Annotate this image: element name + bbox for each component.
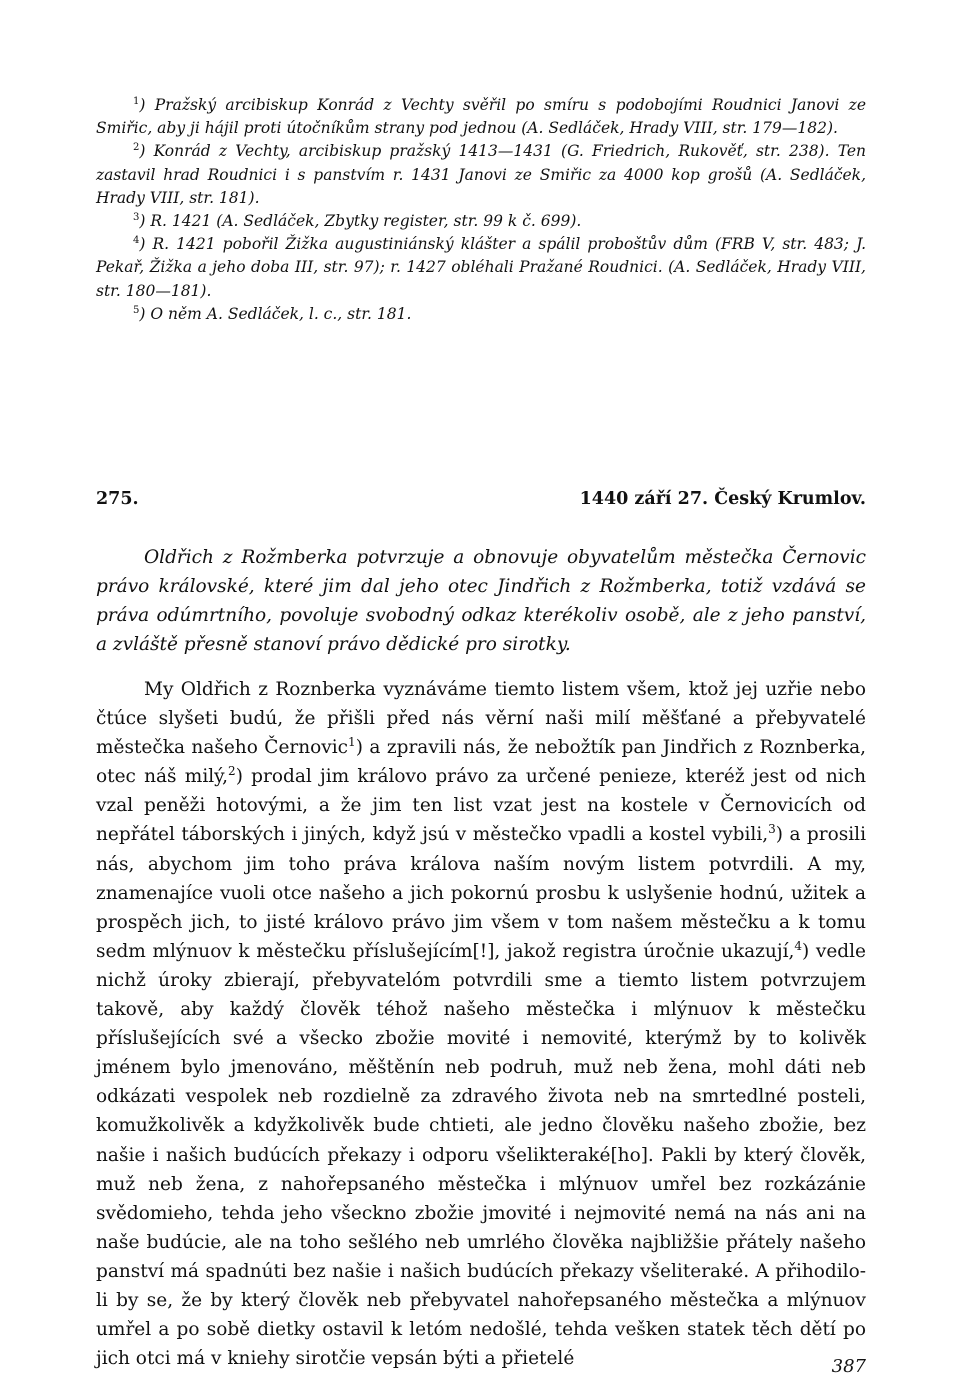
footnote-text: Konrád z Vechty, arcibiskup pražský 1413—1431 (G. Friedrich, Rukověť, str. 238). Ten zastavil hrad Roudnici i s panstvím r. 1431 Janovi ze Smiřic za 4000 kop grošů (A. Sedláček, Hrady VIII, str. 181). xyxy=(96,142,866,207)
regest xyxy=(96,543,866,659)
body-text: ) a zpravili nás, že nebožtík pan Jindřich z Roznberka, otec náš milý, xyxy=(96,737,866,788)
document-heading xyxy=(96,489,866,513)
regest-text: Oldřich z Rožmberka potvrzuje a obnovuje obyvatelům městečka Černovic právo královské, které jim dal jeho otec Jindřich z Rožmberka, totiž vzdává se práva odúmrtního, povoluje svobodný odkaz kterékoliv osobě, ale z jeho panství, a zvláště přesně stanoví právo dědické pro sirotky. xyxy=(96,547,866,655)
footnote-ref: 4 xyxy=(794,938,803,953)
footnote-text: Pražský arcibiskup Konrád z Vechty svěřil po smíru s podobojími Roudnici Janovi ze Smiřic, aby ji hájil proti útočníkům strany pod jednou (A. Sedláček, Hrady VIII, str. 179—182). xyxy=(96,96,866,138)
footnote: $^3$) R. 1421 (A. Sedláček, Zbytky register, str. 99 k č. 699). xyxy=(133,211,582,231)
body-text: ) prodal jim královo právo za určené penieze, kteréž jest od nich vzal peněži hotovými, a že jim ten list vzat jest na kostele v Černovicích od nepřátel táborských i jiných, když jsú v městečko vpadli a kostel vybili, xyxy=(96,766,866,846)
body-text: My Oldřich z Roznberka vyznáváme tiemto listem všem, ktož jej uzřie nebo čtúce slyšeti budú, že přišli před nás věrní naši milí měšťané a přebyvatelé městečka našeho Černovic xyxy=(96,679,866,759)
footnote-text: R. 1421 (A. Sedláček, Zbytky register, str. 99 k č. 699). xyxy=(150,212,582,231)
footnote: $^2$) Konrád z Vechty, arcibiskup pražský 1413—1431 (G. Friedrich, Rukověť, str. 238). Ten zastavil hrad Roudnici i s panstvím r. 1431 Janovi ze Smiřic za 4000 kop grošů (A. Sedláček, Hrady VIII, str. 181). xyxy=(96,142,866,207)
footnote-mark: 3 xyxy=(133,211,140,223)
footnote-mark: 5 xyxy=(133,304,140,316)
footnote-text: R. 1421 pobořil Žižka augustiniánský klášter a spálil proboštův dům (FRB V, str. 483; J. Pekař, Žižka a jeho doba III, str. 97); r. 1427 obléhali Pražané Roudnici. (A. Sedláček, Hrady VIII, str. 180—181). xyxy=(96,235,867,300)
footnote-text: O něm A. Sedláček, l. c., str. 181. xyxy=(150,304,412,323)
footnote-mark: 1 xyxy=(133,95,140,107)
document-number: 275. xyxy=(96,489,139,509)
body-paragraph xyxy=(96,675,866,1373)
page xyxy=(96,94,867,1377)
page-number: 387 xyxy=(831,1356,866,1377)
footnote-ref: 1 xyxy=(348,735,356,750)
body-text: ) vedle nichž úroky zbierají, přebyvatelóm potvrdili sme a tiemto listem potvrzujem takově, aby každý člověk téhož našeho městečka i mlýnuov k městečku příslušejících své a všecko zbožie movité i nemovité, kterýmž by to kolivěk jménem bylo jmenováno, měštěnín neb podruh, muž neb žena, mohl dáti neb odkázati vespolek neb rozdielně za zdravého života neb na smrtedlné posteli, komužkolivěk a kdyžkolivěk bude chtieti, ale jedno člověku našeho zbožie, bez našie i našich budúcích překazy i odporu všelikteraké[ho]. Pakli by který člověk, muž neb žena, z nahořepsaného městečka i mlýnuov umřel bez rozkázánie svědomieho, tehda jeho všeckno zbožie jmovité i nejmovité nemá na nás ani na naše budúcie, ale na toho sešlého neb umrlého člověka najbližšie přátely našeho panství má spadnúti bez našie i našich budúcích překazy všeliteraké. A přihodilo-li by se, že by který člověk neb přebyvatel nahořepsaného městečka a mlýnuov umřel a po sobě dietky ostavil k letóm nedošlé, tehda vešken statek těch dětí po jich otci má v kniehy sirotčie vepsán býti a přietelé xyxy=(96,940,866,1370)
footnote-ref: 2 xyxy=(228,764,236,779)
footnote: $^5$) O něm A. Sedláček, l. c., str. 181. xyxy=(133,304,412,323)
footnote-mark: 4 xyxy=(133,235,140,247)
footnote-mark: 2 xyxy=(133,142,140,154)
footnotes xyxy=(96,94,866,326)
document-body xyxy=(96,675,866,1373)
document-date-place: 1440 září 27. Český Krumlov. xyxy=(579,489,866,509)
body-text: ) a prosili nás, abychom jim toho práva králova naším novým listem potvrdili. A my, znamenajíce vuoli otce našeho a jich pokornú prosbu k uslyšenie hodnú, užitek a prospěch jich, to jisté královo právo jim všem v tom našem městečku a k tomu sedm mlýnuov k městečku příslušejícím[!], jakož registra úročnie ukazují, xyxy=(96,824,866,962)
footnote-ref: 3 xyxy=(768,822,776,837)
footnote: $^4$) R. 1421 pobořil Žižka augustiniánský klášter a spálil proboštův dům (FRB V, str. 483; J. Pekař, Žižka a jeho doba III, str. 97); r. 1427 obléhali Pražané Roudnici. (A. Sedláček, Hrady VIII, str. 180—181). xyxy=(96,235,867,300)
footnote: $^1$) Pražský arcibiskup Konrád z Vechty svěřil po smíru s podobojími Roudnici Janovi ze Smiřic, aby ji hájil proti útočníkům strany pod jednou (A. Sedláček, Hrady VIII, str. 179—182). xyxy=(96,95,866,138)
